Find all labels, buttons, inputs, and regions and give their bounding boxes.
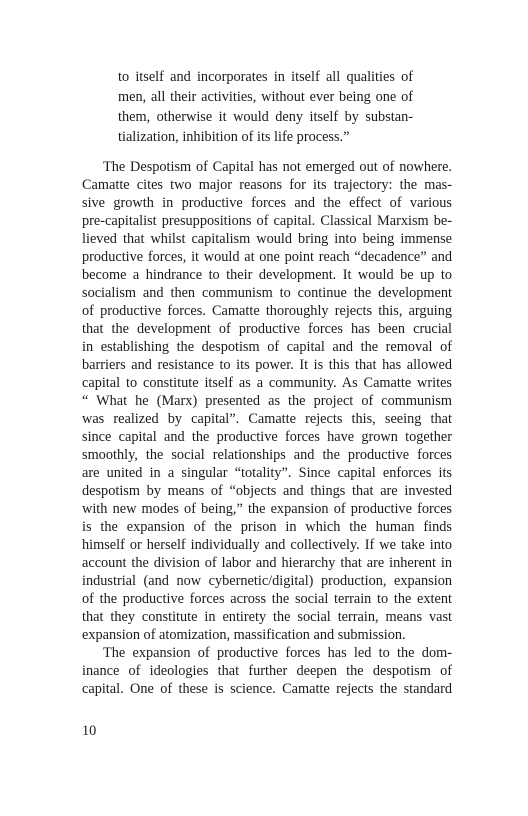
text-line: capital to constitute itself as a community. As Camatte writes: [82, 375, 452, 391]
text-line: Camatte cites two major reasons for its trajectory: the mas-: [82, 177, 452, 193]
text-line: that they constitute in entirety the social terrain, means vast: [82, 609, 452, 625]
text-line: industrial (and now cybernetic/digital) production, expansion: [82, 573, 452, 589]
quote-line: to itself and incorporates in itself all qualities of: [118, 69, 413, 85]
text-line: productive forces, it would at one point reach “decadence” and: [82, 249, 452, 265]
text-line: smoothly, the social relationships and the productive forces: [82, 447, 452, 463]
text-line: is the expansion of the prison in which the human finds: [82, 519, 452, 535]
text-line: since capital and the productive forces have grown together: [82, 429, 452, 445]
text-line: pre-capitalist presuppositions of capital. Classical Marxism be-: [82, 213, 452, 229]
text-line: despotism by means of “objects and things that are invested: [82, 483, 452, 499]
text-line: inance of ideologies that further deepen the despotism of: [82, 663, 452, 679]
text-line: of productive forces. Camatte thoroughly rejects this, arguing: [82, 303, 452, 319]
text-line: expansion of atomization, massification and submission.: [82, 627, 406, 643]
text-line: capital. One of these is science. Camatte rejects the standard: [82, 681, 452, 697]
quote-line: men, all their activities, without ever being one of: [118, 89, 413, 105]
text-line: that the development of productive forces has been crucial: [82, 321, 452, 337]
text-line: himself or herself individually and collectively. If we take into: [82, 537, 452, 553]
text-line: barriers and resistance to its power. It is this that has allowed: [82, 357, 452, 373]
quote-line: tialization, inhibition of its life process.”: [118, 129, 350, 145]
text-line: with new modes of being,” the expansion of productive forces: [82, 501, 452, 517]
text-line: in establishing the despotism of capital and the removal of: [82, 339, 452, 355]
text-line: sive growth in productive forces and the effect of various: [82, 195, 452, 211]
text-line: The Despotism of Capital has not emerged out of nowhere.: [103, 159, 452, 175]
text-line: are united in a singular “totality”. Since capital enforces its: [82, 465, 452, 481]
text-line: “ What he (Marx) presented as the project of communism: [82, 393, 452, 409]
text-line: become a hindrance to their development. It would be up to: [82, 267, 452, 283]
text-line: was realized by capital”. Camatte rejects this, seeing that: [82, 411, 452, 427]
text-line: of the productive forces across the social terrain to the extent: [82, 591, 452, 607]
quote-line: them, otherwise it would deny itself by substan-: [118, 109, 413, 125]
page-number: 10: [82, 723, 97, 739]
text-line: The expansion of productive forces has led to the dom-: [103, 645, 452, 661]
text-line: socialism and then communism to continue the development: [82, 285, 452, 301]
text-line: lieved that whilst capitalism would bring into being immense: [82, 231, 452, 247]
text-line: account the division of labor and hierarchy that are inherent in: [82, 555, 452, 571]
